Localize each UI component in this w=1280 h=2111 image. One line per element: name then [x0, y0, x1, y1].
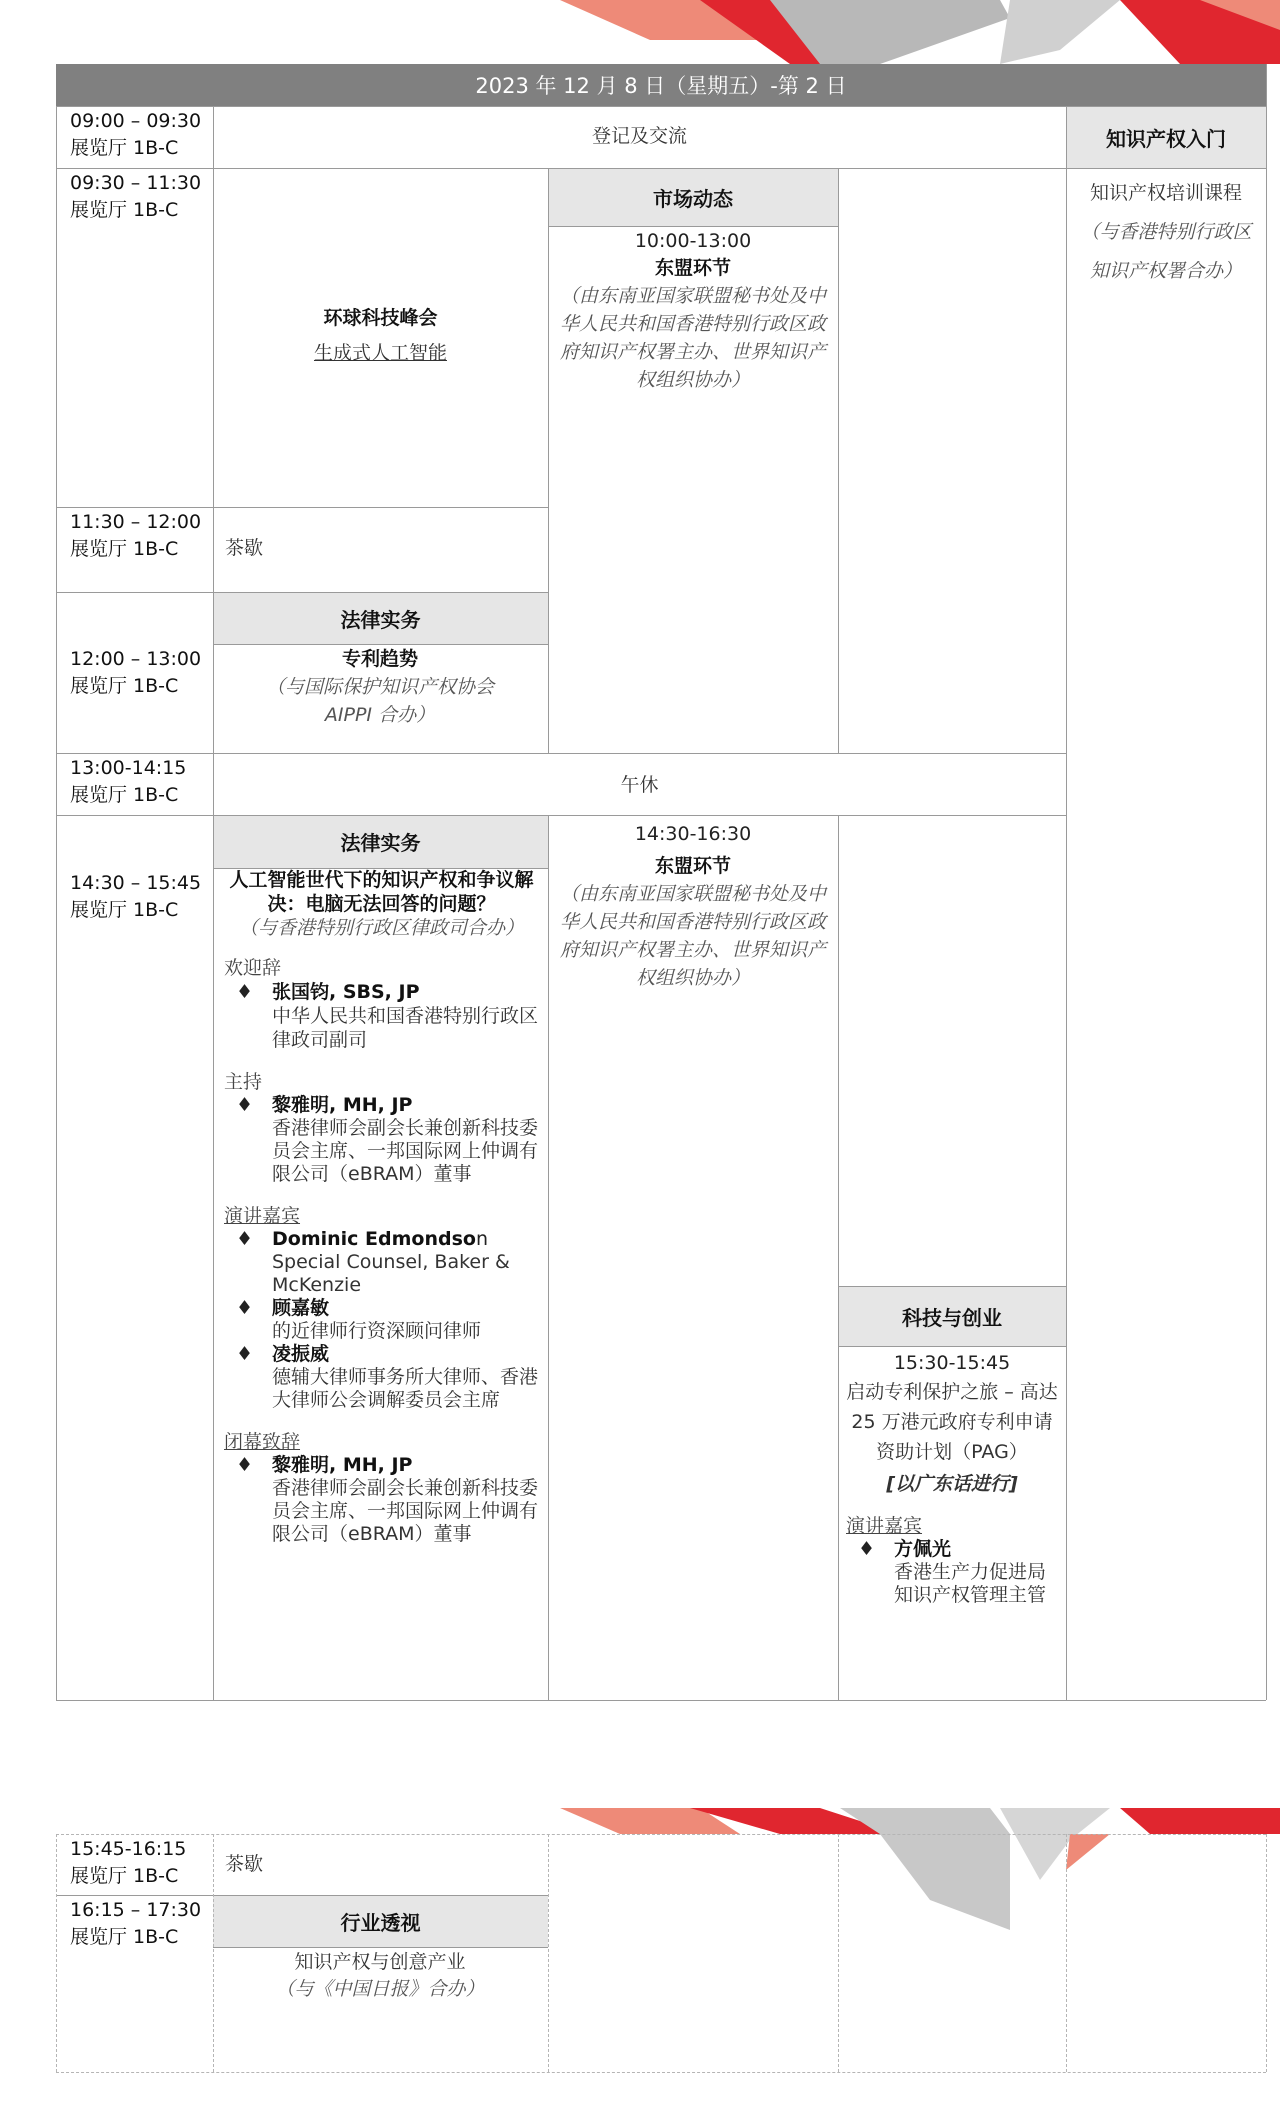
speaker-2-role: 的近律师行资深顾问律师	[272, 1320, 482, 1342]
legal1-note: （与国际保护知识产权协会AIPPI 合办）	[265, 676, 494, 726]
time-slot-1200: 12:00 – 13:00 展览厅 1B-C	[70, 648, 202, 697]
welcome-speaker	[224, 980, 539, 1052]
closing-role: 香港律师会副会长兼创新科技委员会主席、一邦国际网上仲调有限公司（eBRAM）董事	[272, 1477, 539, 1545]
industry-heading: 行业透视	[340, 1910, 421, 1935]
market-time-2: 14:30-16:30	[634, 823, 752, 845]
tech-lang: [以广东话进行]	[886, 1473, 1018, 1495]
legal2-title: 人工智能世代下的知识产权和争议解决：电脑无法回答的问题？	[229, 869, 534, 915]
ribbon-gray2-top	[1000, 0, 1120, 64]
tech-session	[846, 1350, 1058, 1607]
bullet-diamond-icon: ♦	[236, 981, 254, 1003]
legal2-note: （与香港特别行政区律政司合办）	[238, 917, 524, 939]
bullet-diamond-icon: ♦	[236, 1228, 254, 1250]
industry-note: （与《中国日报》合办）	[275, 1978, 485, 2000]
market-title-2: 东盟环节	[654, 855, 731, 877]
registration-cell: 登记及交流	[591, 125, 687, 147]
time-slot-0930: 09:30 – 11:30 展览厅 1B-C	[70, 172, 202, 221]
market-title-1: 东盟环节	[654, 257, 731, 279]
market-note-2: （由东南亚国家联盟秘书处及中华人民共和国香港特别行政区政府知识产权署主办、世界知识产权组织协办）	[560, 883, 827, 989]
host-name: 黎雅明, MH, JP	[272, 1094, 413, 1116]
bullet-diamond-icon: ♦	[236, 1454, 254, 1476]
summit-title: 环球科技峰会	[323, 307, 438, 329]
tech-speaker-role: 香港生产力促进局知识产权管理主管	[894, 1561, 1047, 1606]
host-speaker	[224, 1094, 539, 1186]
closing-speaker	[224, 1454, 539, 1546]
ribbon-salmon2-mid	[1066, 1834, 1110, 1870]
welcome-name: 张国钧, SBS, JP	[272, 981, 420, 1003]
closing-name: 黎雅明, MH, JP	[272, 1454, 413, 1476]
summit-session	[213, 305, 548, 367]
market-note-1: （由东南亚国家联盟秘书处及中华人民共和国香港特别行政区政府知识产权署主办、世界知识产权组织协办）	[560, 285, 827, 391]
tech-speakers-label: 演讲嘉宾	[846, 1515, 923, 1537]
ip-intro-body: 知识产权培训课程	[1089, 182, 1242, 204]
speaker-3	[224, 1343, 539, 1412]
ip-intro-heading: 知识产权入门	[1106, 126, 1226, 151]
schedule-header: 2023 年 12 月 8 日（星期五）-第 2 日	[56, 64, 1266, 106]
closing-label: 闭幕致辞	[224, 1431, 301, 1453]
summit-subtitle: 生成式人工智能	[313, 342, 447, 364]
tech-time: 15:30-15:45	[893, 1352, 1011, 1374]
tea-break-1: 茶歇	[225, 537, 264, 559]
time-slot-1130: 11:30 – 12:00 展览厅 1B-C	[70, 511, 202, 560]
time-slot-0900: 09:00 – 09:30 展览厅 1B-C	[70, 110, 202, 159]
speaker-1-name-tail: n	[475, 1228, 489, 1250]
tea-break-2: 茶歇	[225, 1853, 264, 1875]
speaker-2	[224, 1297, 539, 1343]
speaker-1-role: Special Counsel, Baker & McKenzie	[272, 1251, 510, 1296]
speaker-1	[224, 1228, 539, 1297]
bullet-diamond-icon: ♦	[858, 1538, 876, 1560]
market-session-2	[560, 821, 826, 992]
market-session-1	[560, 228, 826, 394]
speaker-1-name: Dominic Edmondso	[272, 1228, 476, 1250]
industry-title: 知识产权与创意产业	[294, 1951, 466, 1973]
speaker-3-name: 凌振威	[272, 1343, 330, 1365]
ip-intro-session	[1080, 174, 1252, 291]
speakers-label: 演讲嘉宾	[224, 1205, 301, 1227]
speaker-3-role: 德辅大律师事务所大律师、香港大律师公会调解委员会主席	[272, 1366, 539, 1411]
time-slot-1430: 14:30 – 15:45 展览厅 1B-C	[70, 872, 202, 921]
market-time-1: 10:00-13:00	[634, 230, 752, 252]
bullet-diamond-icon: ♦	[236, 1094, 254, 1116]
time-slot-1545: 15:45-16:15 展览厅 1B-C	[70, 1838, 187, 1887]
industry-session	[240, 1949, 520, 2003]
ip-intro-note: （与香港特别行政区知识产权署合办）	[1080, 221, 1252, 282]
welcome-label: 欢迎辞	[224, 957, 282, 979]
speaker-2-name: 顾嘉敏	[272, 1297, 330, 1319]
host-role: 香港律师会副会长兼创新科技委员会主席、一邦国际网上仲调有限公司（eBRAM）董事	[272, 1117, 539, 1185]
tech-title: 启动专利保护之旅 – 高达 25 万港元政府专利申请资助计划（PAG）	[846, 1381, 1058, 1463]
legal1-heading: 法律实务	[340, 607, 421, 632]
time-slot-1615: 16:15 – 17:30 展览厅 1B-C	[70, 1899, 202, 1948]
legal1-title: 专利趋势	[341, 648, 418, 670]
ribbon-red2-mid	[1120, 1808, 1280, 1834]
market-heading: 市场动态	[653, 186, 733, 211]
legal2-heading: 法律实务	[340, 831, 421, 855]
legal1-session	[250, 646, 510, 729]
legal2-session	[224, 868, 539, 1546]
tech-speaker	[846, 1538, 1058, 1607]
bullet-diamond-icon: ♦	[236, 1343, 254, 1365]
bullet-diamond-icon: ♦	[236, 1297, 254, 1319]
lunch-cell: 午休	[620, 774, 659, 796]
tech-speaker-name: 方佩光	[894, 1538, 952, 1560]
time-slot-1300: 13:00-14:15 展览厅 1B-C	[70, 757, 187, 806]
welcome-role: 中华人民共和国香港特别行政区律政司副司	[272, 1005, 539, 1051]
tech-heading: 科技与创业	[902, 1305, 1002, 1330]
host-label: 主持	[224, 1071, 263, 1093]
